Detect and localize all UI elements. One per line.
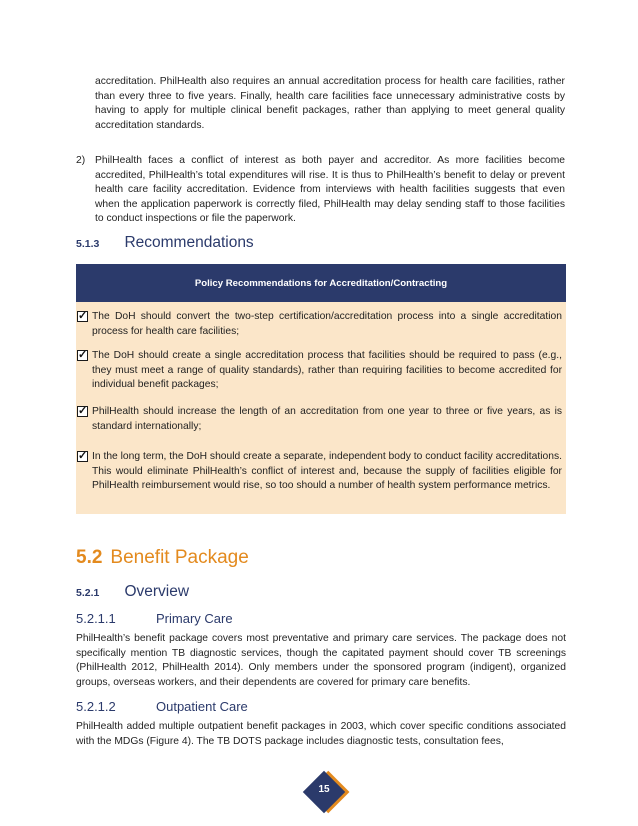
paragraph-continuation: accreditation. PhilHealth also requires an annual accreditation process for health care facilities, rather than every three to five years. Finally, health care facilities face unnecessary administrative costs by having to apply for multiple clinical benefit packages, rather than applying to meet general quality accreditation standards. [95,76,565,131]
recommendation-text: In the long term, the DoH should create a separate, independent body to conduct facility accreditations. This would eliminate PhilHealth’s conflict of interest and, because the supply of facilities eligible for PhilHealth reimbursement would rise, so too should a number of health system performance metrics. [92,451,562,492]
section-title: Recommendations [124,234,254,251]
page-number: 15 [318,784,330,795]
recommendations-header: Policy Recommendations for Accreditation/Contracting [76,264,566,302]
primary-care-paragraph: PhilHealth’s benefit package covers most preventative and primary care services. The package does not specifically mention TB diagnostic services, though the capitated payment should cover TB screenings (PhilHealth 2012, PhilHealth 2014). Only members under the sponsored program (indigent), organized groups, overseas workers, and their dependents are covered for primary care benefits. [76,633,566,688]
section-heading-5-1-3 [76,234,254,252]
section-title: Outpatient Care [156,699,248,714]
section-heading-5-2 [76,547,249,569]
section-title: Benefit Package [110,547,249,568]
checkbox-checked-icon: ✓ [78,310,88,322]
recommendation-text: The DoH should create a single accreditation process that facilities should be required to pass (e.g., they must meet a range of quality standards), rather than requiring facilities to become accredited for individual benefit packages; [92,350,562,391]
checkbox-checked-icon: ✓ [78,450,88,462]
recommendation-text: PhilHealth should increase the length of an accreditation from one year to three or five years, as is standard internationally; [92,406,562,432]
section-number: 5.2.1.1 [76,611,116,626]
outpatient-care-paragraph: PhilHealth added multiple outpatient benefit packages in 2003, which cover specific conditions associated with the MDGs (Figure 4). The TB DOTS package includes diagnostic tests, consultation fees, [76,721,566,747]
section-title: Overview [124,583,190,600]
section-number: 5.1.3 [76,238,100,250]
section-heading-5-2-1-1 [76,611,233,626]
section-number: 5.2.1 [76,587,100,599]
checkbox-checked-icon: ✓ [78,405,88,417]
list-text: PhilHealth faces a conflict of interest as both payer and accreditor. As more facilities become accredited, PhilHealth’s total expenditures will rise. It is thus to PhilHealth’s benefit to delay or prevent health care facility accreditation. Evidence from interviews with health facilities suggests that even when the application paperwork is correctly filed, PhilHealth may delay sending staff to those facilities to conduct inspections or file the paperwork. [95,155,565,225]
section-heading-5-2-1 [76,583,189,601]
recommendation-text: The DoH should convert the two-step certification/accreditation process into a single accreditation process for health care facilities; [92,311,562,337]
section-number: 5.2.1.2 [76,699,116,714]
section-title: Primary Care [156,611,233,626]
list-item-2 [76,154,565,229]
page-number-badge [302,770,346,814]
section-heading-5-2-1-2 [76,699,248,714]
recommendations-box [76,302,566,514]
list-number: 2) [76,155,86,166]
checkbox-checked-icon: ✓ [78,349,88,361]
section-number: 5.2 [76,547,103,568]
